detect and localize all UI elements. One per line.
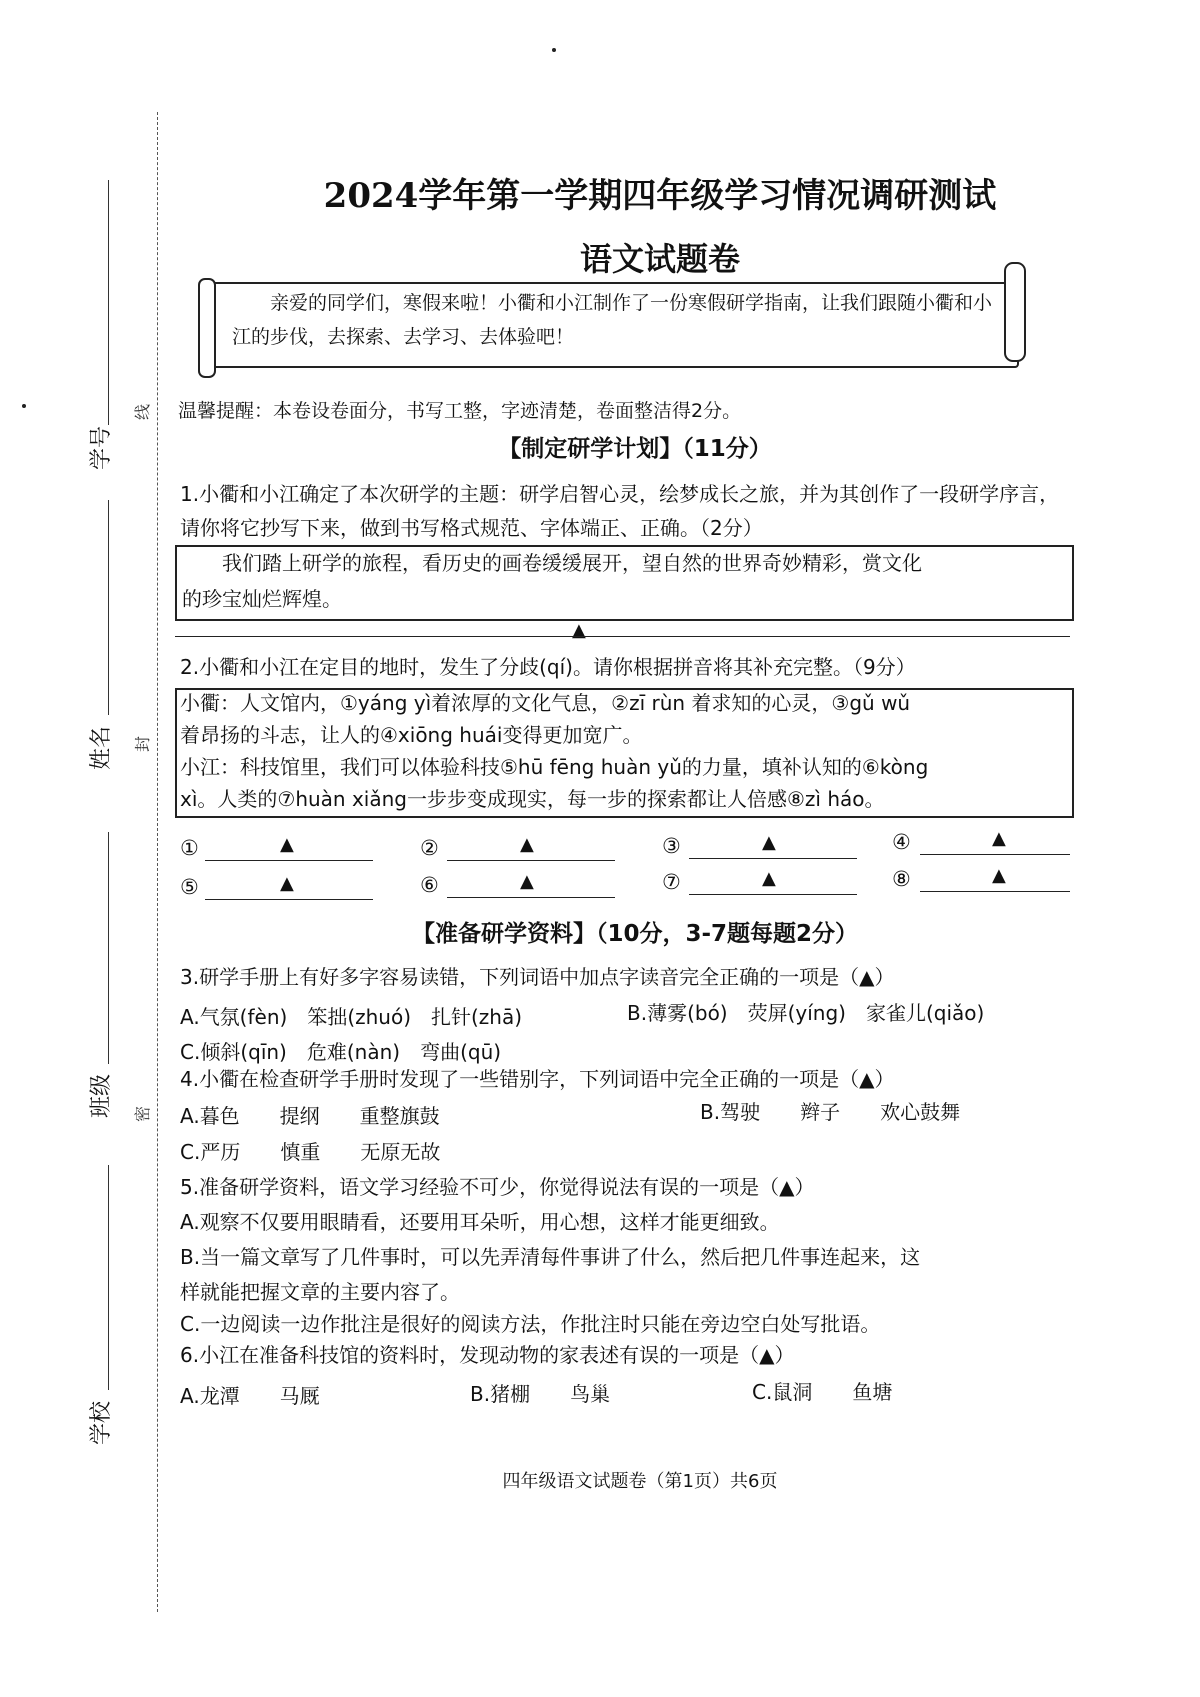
blank-number: ③ [662,834,681,858]
binding-dashed-line [157,112,158,1612]
answer-mark: ▲ [520,834,534,855]
question-6-option-b[interactable]: B.猪棚 鸟巢 [470,1382,611,1406]
question-5-option-b-line2[interactable]: 样就能把握文章的主要内容了。 [180,1280,460,1304]
dialogue-line-3: 小江：科技馆里，我们可以体验科技⑤hū fēng huàn yǔ的力量，填补认知的⑥kòng [180,755,929,779]
scan-dot [22,404,26,408]
question-1-stem: 1.小衢和小江确定了本次研学的主题：研学启智心灵，绘梦成长之旅，并为其创作了一段研学序言，请你将它抄写下来，做到书写格式规范、字体端正、正确。（2分） [180,482,1060,540]
class-line [108,832,109,1064]
answer-blank-1[interactable] [205,860,373,861]
answer-blank-8[interactable] [920,891,1070,892]
answer-line-1[interactable] [175,636,1070,637]
answer-blank-2[interactable] [447,860,615,861]
section-title-plan: 【制定研学计划】（11分） [498,436,772,462]
question-4-option-c[interactable]: C.严历 慎重 无原无故 [180,1140,441,1164]
blank-number: ⑦ [662,870,681,894]
answer-blank-5[interactable] [205,899,373,900]
class-label: 班级 [89,1073,114,1118]
dialogue-line-2: 着昂扬的斗志，让人的④xiōng huái变得更加宽广。 [180,723,643,747]
page-subtitle: 语文试题卷 [579,240,740,278]
student-id-label: 学号 [89,425,114,470]
answer-mark-1: ▲ [572,620,586,641]
question-3-stem: 3.研学手册上有好多字容易读错，下列词语中加点字读音完全正确的一项是（▲） [180,965,895,989]
intro-text: 亲爱的同学们，寒假来啦！小衢和小江制作了一份寒假研学指南，让我们跟随小衢和小江的步伐，去探索、去学习、去体验吧！ [232,292,993,348]
blank-number: ⑧ [892,867,911,891]
page-title: 2024学年第一学期四年级学习情况调研测试 [323,176,997,216]
name-line [108,500,109,715]
answer-mark: ▲ [992,865,1006,886]
page-footer: 四年级语文试题卷（第1页）共6页 [502,1471,778,1492]
blank-number: ② [420,836,439,860]
question-3-option-b[interactable]: B.薄雾(bó) 荧屏(yíng) 家雀儿(qiǎo) [627,1001,985,1025]
blank-number: ④ [892,830,911,854]
blank-number: ⑥ [420,873,439,897]
name-label: 姓名 [89,725,114,770]
dialogue-line-4: xì。人类的⑦huàn xiǎng一步步变成现实，每一步的探索都让人倍感⑧zì háo。 [180,787,885,811]
answer-mark: ▲ [762,832,776,853]
question-3-option-c[interactable]: C.倾斜(qīn) 危难(nàn) 弯曲(qū) [180,1040,502,1064]
school-label: 学校 [89,1400,114,1445]
answer-mark: ▲ [520,871,534,892]
answer-blank-3[interactable] [689,858,857,859]
answer-blank-7[interactable] [689,894,857,895]
answer-blank-6[interactable] [447,897,615,898]
secret-mark: 密 [133,1105,152,1122]
dialogue-line-1: 小衢：人文馆内，①yáng yì着浓厚的文化气息，②zī rùn 着求知的心灵，③gǔ wǔ [180,691,911,715]
answer-mark: ▲ [280,834,294,855]
question-5-option-c[interactable]: C.一边阅读一边作批注是很好的阅读方法，作批注时只能在旁边空白处写批语。 [180,1312,881,1336]
answer-mark: ▲ [992,828,1006,849]
blank-number: ① [180,836,199,860]
section-title-materials: 【准备研学资料】（10分，3-7题每题2分） [411,921,859,947]
question-5-option-a[interactable]: A.观察不仅要用眼睛看，还要用耳朵听，用心想，这样才能更细致。 [180,1210,780,1234]
question-6-stem: 6.小江在准备科技馆的资料时，发现动物的家表述有误的一项是（▲） [180,1343,795,1367]
scroll-right-roll [1004,262,1026,362]
question-4-stem: 4.小衢在检查研学手册时发现了一些错别字，下列词语中完全正确的一项是（▲） [180,1067,895,1091]
answer-mark: ▲ [280,873,294,894]
question-6-option-c[interactable]: C.鼠洞 鱼塘 [752,1380,893,1404]
question-1-passage [182,545,1067,617]
answer-blank-4[interactable] [920,854,1070,855]
passage-line-2: 的珍宝灿烂辉煌。 [182,587,342,611]
scroll-left-roll [198,278,216,378]
scan-dot [552,48,556,52]
tip-text: 温馨提醒：本卷设卷面分，书写工整，字迹清楚，卷面整洁得2分。 [178,400,742,422]
passage-line-1: 我们踏上研学的旅程，看历史的画卷缓缓展开，望自然的世界奇妙精彩，赏文化 [222,551,922,575]
question-4-option-b[interactable]: B.驾驶 辫子 欢心鼓舞 [700,1100,961,1124]
question-5-stem: 5.准备研学资料，语文学习经验不可少，你觉得说法有误的一项是（▲） [180,1175,815,1199]
seal-mark: 封 [133,735,152,752]
line-mark: 线 [133,403,152,420]
answer-mark: ▲ [762,868,776,889]
question-2-stem: 2.小衢和小江在定目的地时，发生了分歧(qí)。请你根据拼音将其补充完整。（9分） [180,655,916,679]
question-5-option-b-line1[interactable]: B.当一篇文章写了几件事时，可以先弄清每件事讲了什么，然后把几件事连起来，这 [180,1245,921,1269]
school-line [108,1165,109,1390]
blank-number: ⑤ [180,875,199,899]
question-3-option-a[interactable]: A.气氛(fèn) 笨拙(zhuó) 扎针(zhā) [180,1005,523,1029]
question-6-option-a[interactable]: A.龙潭 马厩 [180,1384,320,1408]
question-4-option-a[interactable]: A.暮色 提纲 重整旗鼓 [180,1104,440,1128]
question-2-dialogue [180,687,1070,815]
